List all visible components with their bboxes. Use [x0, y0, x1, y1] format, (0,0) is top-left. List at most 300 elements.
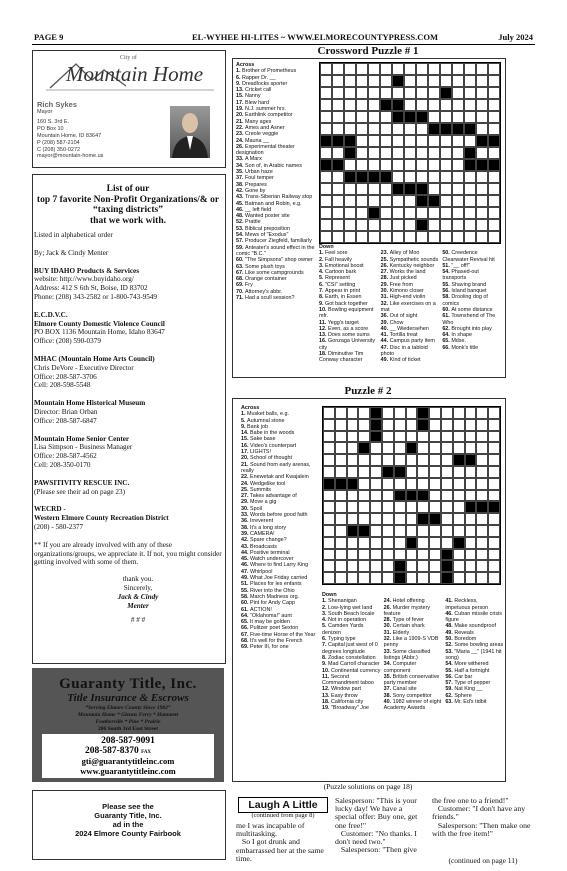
grid-cell[interactable]: [476, 123, 488, 135]
grid-cell[interactable]: [344, 63, 356, 75]
grid-cell[interactable]: [416, 123, 428, 135]
grid-cell[interactable]: [380, 231, 392, 243]
grid-cell[interactable]: [335, 560, 347, 572]
grid-cell[interactable]: [368, 195, 380, 207]
grid-cell[interactable]: [344, 99, 356, 111]
grid-cell[interactable]: [332, 231, 344, 243]
grid-cell[interactable]: [392, 195, 404, 207]
grid-cell[interactable]: [358, 454, 370, 466]
grid-cell[interactable]: [382, 478, 394, 490]
grid-cell[interactable]: [320, 195, 332, 207]
grid-cell[interactable]: [368, 87, 380, 99]
grid-cell[interactable]: [323, 572, 335, 584]
grid-cell[interactable]: [428, 135, 440, 147]
grid-cell[interactable]: [416, 135, 428, 147]
grid-cell[interactable]: [382, 560, 394, 572]
grid-cell[interactable]: [320, 63, 332, 75]
grid-cell[interactable]: [429, 525, 441, 537]
grid-cell[interactable]: [476, 478, 488, 490]
grid-cell[interactable]: [476, 572, 488, 584]
grid-cell[interactable]: [464, 87, 476, 99]
grid-cell[interactable]: [323, 513, 335, 525]
grid-cell[interactable]: [417, 454, 429, 466]
grid-cell[interactable]: [344, 231, 356, 243]
grid-cell[interactable]: [416, 171, 428, 183]
grid-cell[interactable]: [404, 159, 416, 171]
grid-cell[interactable]: [429, 560, 441, 572]
grid-cell[interactable]: [441, 442, 453, 454]
grid-cell[interactable]: [323, 560, 335, 572]
grid-cell[interactable]: [394, 537, 406, 549]
grid-cell[interactable]: [356, 99, 368, 111]
grid-cell[interactable]: [380, 87, 392, 99]
puzzle2-grid[interactable]: [322, 406, 501, 585]
grid-cell[interactable]: [453, 549, 465, 561]
grid-cell[interactable]: [358, 560, 370, 572]
grid-cell[interactable]: [404, 99, 416, 111]
grid-cell[interactable]: [488, 219, 500, 231]
grid-cell[interactable]: [429, 501, 441, 513]
grid-cell[interactable]: [476, 454, 488, 466]
grid-cell[interactable]: [394, 549, 406, 561]
grid-cell[interactable]: [428, 147, 440, 159]
grid-cell[interactable]: [358, 501, 370, 513]
grid-cell[interactable]: [452, 111, 464, 123]
grid-cell[interactable]: [488, 513, 500, 525]
grid-cell[interactable]: [429, 466, 441, 478]
grid-cell[interactable]: [332, 111, 344, 123]
grid-cell[interactable]: [465, 549, 477, 561]
grid-cell[interactable]: [464, 63, 476, 75]
grid-cell[interactable]: [404, 195, 416, 207]
grid-cell[interactable]: [406, 525, 418, 537]
grid-cell[interactable]: [464, 99, 476, 111]
grid-cell[interactable]: [404, 135, 416, 147]
grid-cell[interactable]: [406, 572, 418, 584]
puzzle1-grid[interactable]: [319, 62, 501, 244]
grid-cell[interactable]: [488, 466, 500, 478]
grid-cell[interactable]: [356, 195, 368, 207]
grid-cell[interactable]: [465, 466, 477, 478]
grid-cell[interactable]: [332, 87, 344, 99]
grid-cell[interactable]: [368, 123, 380, 135]
grid-cell[interactable]: [370, 513, 382, 525]
grid-cell[interactable]: [428, 219, 440, 231]
grid-cell[interactable]: [416, 99, 428, 111]
grid-cell[interactable]: [417, 431, 429, 443]
grid-cell[interactable]: [441, 478, 453, 490]
grid-cell[interactable]: [368, 99, 380, 111]
grid-cell[interactable]: [488, 123, 500, 135]
grid-cell[interactable]: [441, 454, 453, 466]
grid-cell[interactable]: [453, 478, 465, 490]
grid-cell[interactable]: [416, 207, 428, 219]
grid-cell[interactable]: [406, 549, 418, 561]
grid-cell[interactable]: [476, 466, 488, 478]
grid-cell[interactable]: [368, 135, 380, 147]
grid-cell[interactable]: [323, 490, 335, 502]
grid-cell[interactable]: [392, 135, 404, 147]
grid-cell[interactable]: [452, 99, 464, 111]
grid-cell[interactable]: [488, 171, 500, 183]
grid-cell[interactable]: [406, 478, 418, 490]
grid-cell[interactable]: [380, 147, 392, 159]
grid-cell[interactable]: [344, 195, 356, 207]
grid-cell[interactable]: [323, 454, 335, 466]
grid-cell[interactable]: [370, 478, 382, 490]
grid-cell[interactable]: [392, 231, 404, 243]
grid-cell[interactable]: [476, 419, 488, 431]
grid-cell[interactable]: [335, 454, 347, 466]
grid-cell[interactable]: [344, 123, 356, 135]
grid-cell[interactable]: [335, 490, 347, 502]
grid-cell[interactable]: [416, 63, 428, 75]
grid-cell[interactable]: [488, 99, 500, 111]
grid-cell[interactable]: [382, 419, 394, 431]
grid-cell[interactable]: [368, 183, 380, 195]
grid-cell[interactable]: [344, 111, 356, 123]
grid-cell[interactable]: [392, 123, 404, 135]
grid-cell[interactable]: [465, 490, 477, 502]
grid-cell[interactable]: [335, 549, 347, 561]
grid-cell[interactable]: [370, 442, 382, 454]
ad-email-link[interactable]: gti@guarantytitleinc.com: [81, 756, 175, 766]
grid-cell[interactable]: [404, 171, 416, 183]
grid-cell[interactable]: [332, 183, 344, 195]
grid-cell[interactable]: [344, 207, 356, 219]
grid-cell[interactable]: [320, 99, 332, 111]
grid-cell[interactable]: [356, 183, 368, 195]
grid-cell[interactable]: [406, 513, 418, 525]
grid-cell[interactable]: [476, 560, 488, 572]
grid-cell[interactable]: [382, 549, 394, 561]
grid-cell[interactable]: [323, 525, 335, 537]
grid-cell[interactable]: [370, 490, 382, 502]
grid-cell[interactable]: [380, 195, 392, 207]
grid-cell[interactable]: [440, 99, 452, 111]
grid-cell[interactable]: [428, 171, 440, 183]
grid-cell[interactable]: [370, 454, 382, 466]
grid-cell[interactable]: [464, 207, 476, 219]
grid-cell[interactable]: [429, 454, 441, 466]
grid-cell[interactable]: [488, 442, 500, 454]
grid-cell[interactable]: [440, 111, 452, 123]
grid-cell[interactable]: [464, 219, 476, 231]
grid-cell[interactable]: [380, 75, 392, 87]
grid-cell[interactable]: [404, 87, 416, 99]
grid-cell[interactable]: [465, 407, 477, 419]
grid-cell[interactable]: [417, 549, 429, 561]
grid-cell[interactable]: [380, 207, 392, 219]
grid-cell[interactable]: [332, 171, 344, 183]
grid-cell[interactable]: [488, 419, 500, 431]
grid-cell[interactable]: [464, 195, 476, 207]
grid-cell[interactable]: [335, 501, 347, 513]
grid-cell[interactable]: [452, 87, 464, 99]
grid-cell[interactable]: [404, 147, 416, 159]
grid-cell[interactable]: [370, 501, 382, 513]
grid-cell[interactable]: [344, 75, 356, 87]
grid-cell[interactable]: [394, 525, 406, 537]
grid-cell[interactable]: [392, 171, 404, 183]
grid-cell[interactable]: [440, 171, 452, 183]
grid-cell[interactable]: [416, 87, 428, 99]
grid-cell[interactable]: [429, 442, 441, 454]
grid-cell[interactable]: [465, 560, 477, 572]
grid-cell[interactable]: [356, 159, 368, 171]
grid-cell[interactable]: [406, 419, 418, 431]
grid-cell[interactable]: [356, 135, 368, 147]
grid-cell[interactable]: [476, 490, 488, 502]
grid-cell[interactable]: [370, 525, 382, 537]
grid-cell[interactable]: [335, 537, 347, 549]
grid-cell[interactable]: [453, 560, 465, 572]
grid-cell[interactable]: [347, 537, 359, 549]
grid-cell[interactable]: [323, 419, 335, 431]
grid-cell[interactable]: [406, 501, 418, 513]
grid-cell[interactable]: [392, 207, 404, 219]
grid-cell[interactable]: [394, 419, 406, 431]
grid-cell[interactable]: [323, 501, 335, 513]
grid-cell[interactable]: [380, 183, 392, 195]
grid-cell[interactable]: [370, 549, 382, 561]
grid-cell[interactable]: [382, 454, 394, 466]
grid-cell[interactable]: [368, 231, 380, 243]
grid-cell[interactable]: [429, 537, 441, 549]
grid-cell[interactable]: [476, 147, 488, 159]
grid-cell[interactable]: [404, 123, 416, 135]
grid-cell[interactable]: [440, 183, 452, 195]
grid-cell[interactable]: [476, 183, 488, 195]
grid-cell[interactable]: [382, 513, 394, 525]
grid-cell[interactable]: [416, 75, 428, 87]
grid-cell[interactable]: [476, 549, 488, 561]
grid-cell[interactable]: [428, 183, 440, 195]
grid-cell[interactable]: [488, 407, 500, 419]
grid-cell[interactable]: [440, 135, 452, 147]
grid-cell[interactable]: [453, 407, 465, 419]
grid-cell[interactable]: [476, 207, 488, 219]
grid-cell[interactable]: [476, 513, 488, 525]
grid-cell[interactable]: [416, 231, 428, 243]
grid-cell[interactable]: [332, 123, 344, 135]
grid-cell[interactable]: [347, 431, 359, 443]
grid-cell[interactable]: [347, 490, 359, 502]
grid-cell[interactable]: [356, 147, 368, 159]
grid-cell[interactable]: [452, 135, 464, 147]
grid-cell[interactable]: [452, 147, 464, 159]
grid-cell[interactable]: [465, 478, 477, 490]
grid-cell[interactable]: [488, 195, 500, 207]
grid-cell[interactable]: [464, 183, 476, 195]
grid-cell[interactable]: [476, 195, 488, 207]
grid-cell[interactable]: [428, 231, 440, 243]
grid-cell[interactable]: [323, 442, 335, 454]
grid-cell[interactable]: [347, 513, 359, 525]
grid-cell[interactable]: [428, 75, 440, 87]
grid-cell[interactable]: [488, 183, 500, 195]
grid-cell[interactable]: [368, 75, 380, 87]
grid-cell[interactable]: [488, 560, 500, 572]
grid-cell[interactable]: [356, 111, 368, 123]
grid-cell[interactable]: [323, 537, 335, 549]
grid-cell[interactable]: [406, 407, 418, 419]
grid-cell[interactable]: [428, 99, 440, 111]
grid-cell[interactable]: [452, 219, 464, 231]
grid-cell[interactable]: [428, 207, 440, 219]
grid-cell[interactable]: [429, 419, 441, 431]
grid-cell[interactable]: [335, 407, 347, 419]
grid-cell[interactable]: [440, 207, 452, 219]
grid-cell[interactable]: [356, 87, 368, 99]
grid-cell[interactable]: [406, 454, 418, 466]
grid-cell[interactable]: [476, 75, 488, 87]
grid-cell[interactable]: [347, 501, 359, 513]
grid-cell[interactable]: [417, 466, 429, 478]
grid-cell[interactable]: [452, 159, 464, 171]
grid-cell[interactable]: [488, 87, 500, 99]
grid-cell[interactable]: [406, 431, 418, 443]
grid-cell[interactable]: [347, 419, 359, 431]
grid-cell[interactable]: [453, 525, 465, 537]
grid-cell[interactable]: [429, 478, 441, 490]
grid-cell[interactable]: [332, 207, 344, 219]
grid-cell[interactable]: [488, 549, 500, 561]
grid-cell[interactable]: [320, 183, 332, 195]
grid-cell[interactable]: [380, 135, 392, 147]
grid-cell[interactable]: [370, 466, 382, 478]
grid-cell[interactable]: [453, 501, 465, 513]
grid-cell[interactable]: [332, 147, 344, 159]
grid-cell[interactable]: [452, 63, 464, 75]
grid-cell[interactable]: [335, 442, 347, 454]
grid-cell[interactable]: [440, 159, 452, 171]
grid-cell[interactable]: [488, 63, 500, 75]
grid-cell[interactable]: [417, 442, 429, 454]
grid-cell[interactable]: [347, 560, 359, 572]
grid-cell[interactable]: [358, 572, 370, 584]
grid-cell[interactable]: [320, 87, 332, 99]
grid-cell[interactable]: [358, 513, 370, 525]
grid-cell[interactable]: [394, 442, 406, 454]
grid-cell[interactable]: [464, 135, 476, 147]
grid-cell[interactable]: [320, 219, 332, 231]
grid-cell[interactable]: [465, 419, 477, 431]
grid-cell[interactable]: [476, 87, 488, 99]
grid-cell[interactable]: [332, 99, 344, 111]
grid-cell[interactable]: [332, 75, 344, 87]
grid-cell[interactable]: [358, 419, 370, 431]
grid-cell[interactable]: [358, 466, 370, 478]
grid-cell[interactable]: [488, 111, 500, 123]
grid-cell[interactable]: [429, 407, 441, 419]
grid-cell[interactable]: [417, 525, 429, 537]
grid-cell[interactable]: [441, 525, 453, 537]
grid-cell[interactable]: [320, 231, 332, 243]
grid-cell[interactable]: [476, 111, 488, 123]
grid-cell[interactable]: [380, 63, 392, 75]
grid-cell[interactable]: [404, 75, 416, 87]
grid-cell[interactable]: [356, 219, 368, 231]
grid-cell[interactable]: [488, 231, 500, 243]
grid-cell[interactable]: [335, 513, 347, 525]
grid-cell[interactable]: [323, 549, 335, 561]
grid-cell[interactable]: [452, 195, 464, 207]
grid-cell[interactable]: [320, 123, 332, 135]
grid-cell[interactable]: [453, 490, 465, 502]
grid-cell[interactable]: [417, 501, 429, 513]
grid-cell[interactable]: [320, 75, 332, 87]
grid-cell[interactable]: [358, 478, 370, 490]
grid-cell[interactable]: [440, 219, 452, 231]
grid-cell[interactable]: [429, 549, 441, 561]
grid-cell[interactable]: [417, 572, 429, 584]
grid-cell[interactable]: [394, 431, 406, 443]
grid-cell[interactable]: [392, 219, 404, 231]
grid-cell[interactable]: [404, 63, 416, 75]
grid-cell[interactable]: [488, 147, 500, 159]
grid-cell[interactable]: [441, 537, 453, 549]
grid-cell[interactable]: [452, 207, 464, 219]
grid-cell[interactable]: [441, 501, 453, 513]
grid-cell[interactable]: [323, 407, 335, 419]
grid-cell[interactable]: [429, 490, 441, 502]
grid-cell[interactable]: [347, 549, 359, 561]
grid-cell[interactable]: [453, 513, 465, 525]
grid-cell[interactable]: [358, 490, 370, 502]
grid-cell[interactable]: [332, 63, 344, 75]
grid-cell[interactable]: [476, 63, 488, 75]
grid-cell[interactable]: [440, 147, 452, 159]
grid-cell[interactable]: [441, 407, 453, 419]
grid-cell[interactable]: [347, 466, 359, 478]
grid-cell[interactable]: [476, 99, 488, 111]
grid-cell[interactable]: [358, 407, 370, 419]
grid-cell[interactable]: [417, 537, 429, 549]
grid-cell[interactable]: [488, 454, 500, 466]
grid-cell[interactable]: [488, 207, 500, 219]
grid-cell[interactable]: [335, 466, 347, 478]
grid-cell[interactable]: [335, 431, 347, 443]
grid-cell[interactable]: [476, 407, 488, 419]
grid-cell[interactable]: [370, 537, 382, 549]
grid-cell[interactable]: [428, 159, 440, 171]
grid-cell[interactable]: [453, 431, 465, 443]
grid-cell[interactable]: [404, 207, 416, 219]
grid-cell[interactable]: [452, 231, 464, 243]
grid-cell[interactable]: [368, 219, 380, 231]
grid-cell[interactable]: [476, 171, 488, 183]
grid-cell[interactable]: [320, 171, 332, 183]
grid-cell[interactable]: [394, 478, 406, 490]
grid-cell[interactable]: [476, 525, 488, 537]
grid-cell[interactable]: [358, 431, 370, 443]
grid-cell[interactable]: [347, 572, 359, 584]
grid-cell[interactable]: [417, 478, 429, 490]
grid-cell[interactable]: [465, 572, 477, 584]
grid-cell[interactable]: [344, 183, 356, 195]
grid-cell[interactable]: [404, 231, 416, 243]
grid-cell[interactable]: [465, 537, 477, 549]
grid-cell[interactable]: [347, 454, 359, 466]
grid-cell[interactable]: [358, 537, 370, 549]
grid-cell[interactable]: [394, 407, 406, 419]
grid-cell[interactable]: [382, 572, 394, 584]
grid-cell[interactable]: [368, 63, 380, 75]
grid-cell[interactable]: [452, 183, 464, 195]
grid-cell[interactable]: [488, 75, 500, 87]
grid-cell[interactable]: [464, 231, 476, 243]
